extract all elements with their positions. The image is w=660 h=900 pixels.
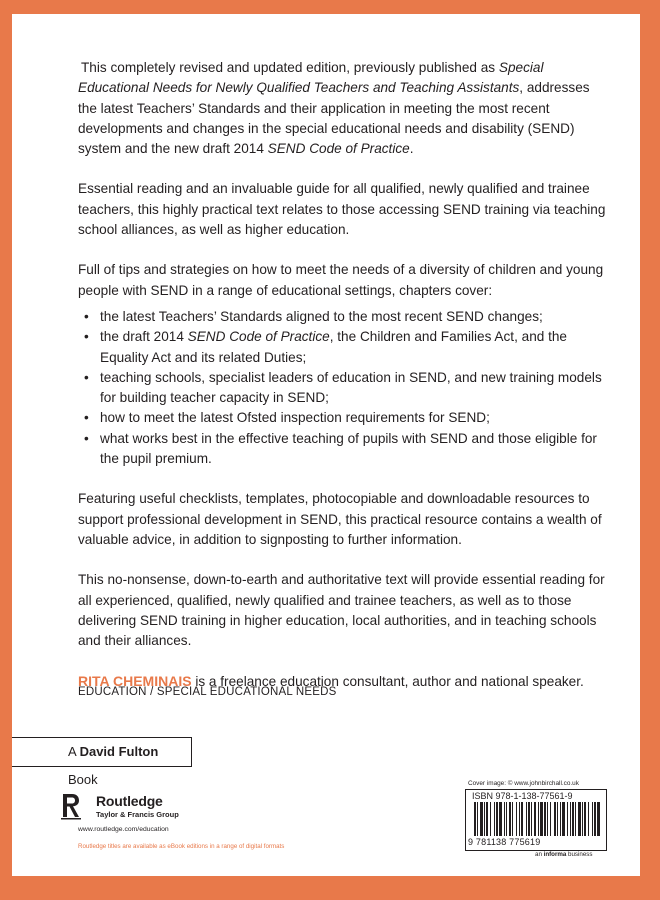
barcode-bar <box>490 802 491 836</box>
barcode-bar <box>544 802 546 836</box>
barcode-bar <box>572 802 574 836</box>
isbn-number: ISBN 978-1-138-77561-9 <box>472 791 573 801</box>
barcode-bar <box>592 802 593 836</box>
barcode-bar <box>512 802 513 836</box>
barcode-bar <box>547 802 548 836</box>
barcode-bar <box>534 802 536 836</box>
italic-title: SEND Code of Practice <box>267 141 410 157</box>
barcode-bar <box>582 802 583 836</box>
barcode-bar <box>550 802 551 836</box>
barcode-bar <box>557 802 558 836</box>
paragraph-closing: This no-nonsense, down-to-earth and authoritative text will provide essential reading for all experienced, qualified, newly qualified and trainee teachers, as well as to those delivering SEND training in higher education, local authorities, and in teaching schools and their alliances. <box>78 572 605 649</box>
list-item <box>78 368 608 409</box>
barcode-bar <box>560 802 561 836</box>
barcode-bar <box>570 802 571 836</box>
paragraph-chapters-intro: Full of tips and strategies on how to meet the needs of a diversity of children and young people with SEND in a range of educational settings, chapters cover: <box>78 262 604 298</box>
publisher-url: www.routledge.com/education <box>78 826 169 833</box>
list-item-text: the latest Teachers’ Standards aligned to the most recent SEND changes; <box>100 308 543 324</box>
paragraph-intro <box>78 58 608 159</box>
barcode-bar <box>538 802 539 836</box>
barcode-bar <box>526 802 527 836</box>
imprint-prefix: A <box>68 744 80 759</box>
barcode-bar <box>521 802 523 836</box>
barcode-bar <box>597 802 600 836</box>
border-right <box>640 0 660 900</box>
author-name: RITA CHEMINAIS <box>78 673 192 690</box>
text-span: This completely revised and updated edition, previously published as <box>81 60 499 75</box>
publisher-name: Routledge <box>96 793 163 809</box>
paragraph-audience: Essential reading and an invaluable guide for all qualified, newly qualified and trainee teachers, this highly practical text relates to those accessing SEND training via teaching school alliances, as well as higher education. <box>78 181 606 238</box>
informa-prefix: an <box>535 851 544 858</box>
barcode-bar <box>575 802 576 836</box>
list-item <box>78 307 608 327</box>
publisher-group: Taylor & Francis Group <box>96 810 179 819</box>
border-bottom <box>0 876 660 900</box>
list-item-text: teaching schools, specialist leaders of education in SEND, and new training models for building teacher capacity in SEND; <box>100 369 602 406</box>
barcode-icon <box>472 802 602 838</box>
barcode-bar <box>496 802 498 836</box>
barcode-bar <box>477 802 478 836</box>
barcode-bar <box>480 802 483 836</box>
text-span: , addresses the latest Teachers’ Standards and their application in meeting the most recent developments and changes in the special educational needs and disability (SEND) system and the new draft 2014 <box>78 80 590 157</box>
imprint-box <box>12 737 192 787</box>
informa-brand: informa <box>543 851 567 858</box>
barcode-bar <box>531 802 532 836</box>
list-item-text: how to meet the latest Ofsted inspection requirements for SEND; <box>100 410 490 426</box>
informa-credit <box>535 851 592 858</box>
barcode-bar <box>554 802 556 836</box>
list-item-text: , the Children and Families Act, and the Equality Act and its related Duties; <box>100 329 567 365</box>
informa-suffix: business <box>566 851 593 858</box>
italic-title: SEND Code of Practice <box>187 329 330 345</box>
barcode-bar <box>588 802 589 836</box>
barcode-bar <box>516 802 517 836</box>
barcode-bar <box>484 802 485 836</box>
list-item <box>78 429 608 470</box>
border-left <box>0 0 12 900</box>
barcode-bar <box>509 802 511 836</box>
barcode-bar <box>519 802 520 836</box>
barcode-bar <box>474 802 476 836</box>
list-item-text: the draft 2014 <box>100 329 188 345</box>
chapter-list <box>78 307 608 469</box>
barcode-bar <box>494 802 495 836</box>
isbn-barcode-box <box>465 789 607 851</box>
barcode-bar <box>584 802 586 836</box>
barcode-bar <box>506 802 507 836</box>
border-top <box>0 0 660 14</box>
barcode-bar <box>567 802 568 836</box>
barcode-bar <box>486 802 488 836</box>
author-description: is a freelance education consultant, author and national speaker. <box>191 674 584 690</box>
text-span: . <box>409 141 414 157</box>
cover-image-credit: Cover image: © www.johnbirchall.co.uk <box>468 780 579 787</box>
imprint-name: David Fulton <box>79 744 159 759</box>
blurb <box>78 58 608 713</box>
barcode-bar <box>504 802 505 836</box>
barcode-bar <box>499 802 502 836</box>
list-item <box>78 408 608 428</box>
italic-title: Special Educational Needs for Newly Qualified Teachers and Teaching Assistants <box>78 60 544 96</box>
subject-category: EDUCATION / SPECIAL EDUCATIONAL NEEDS <box>78 686 337 698</box>
list-item <box>78 327 608 368</box>
paragraph-resources: Featuring useful checklists, templates, photocopiable and downloadable resources to support professional development in SEND, this practical resource contains a wealth of valuable advice, in addition to signposting to further information. <box>78 491 602 547</box>
barcode-digits: 9 781138 775619 <box>468 837 541 847</box>
routledge-logo-icon <box>60 792 82 820</box>
barcode-bar <box>528 802 530 836</box>
barcode-bar <box>540 802 543 836</box>
imprint-suffix: Book <box>68 772 98 787</box>
barcode-bar <box>562 802 565 836</box>
barcode-bar <box>578 802 581 836</box>
ebook-note: Routledge titles are available as eBook editions in a range of digital formats <box>78 843 285 850</box>
barcode-bar <box>594 802 596 836</box>
list-item-text: what works best in the effective teaching of pupils with SEND and those eligible for the pupil premium. <box>100 430 597 467</box>
